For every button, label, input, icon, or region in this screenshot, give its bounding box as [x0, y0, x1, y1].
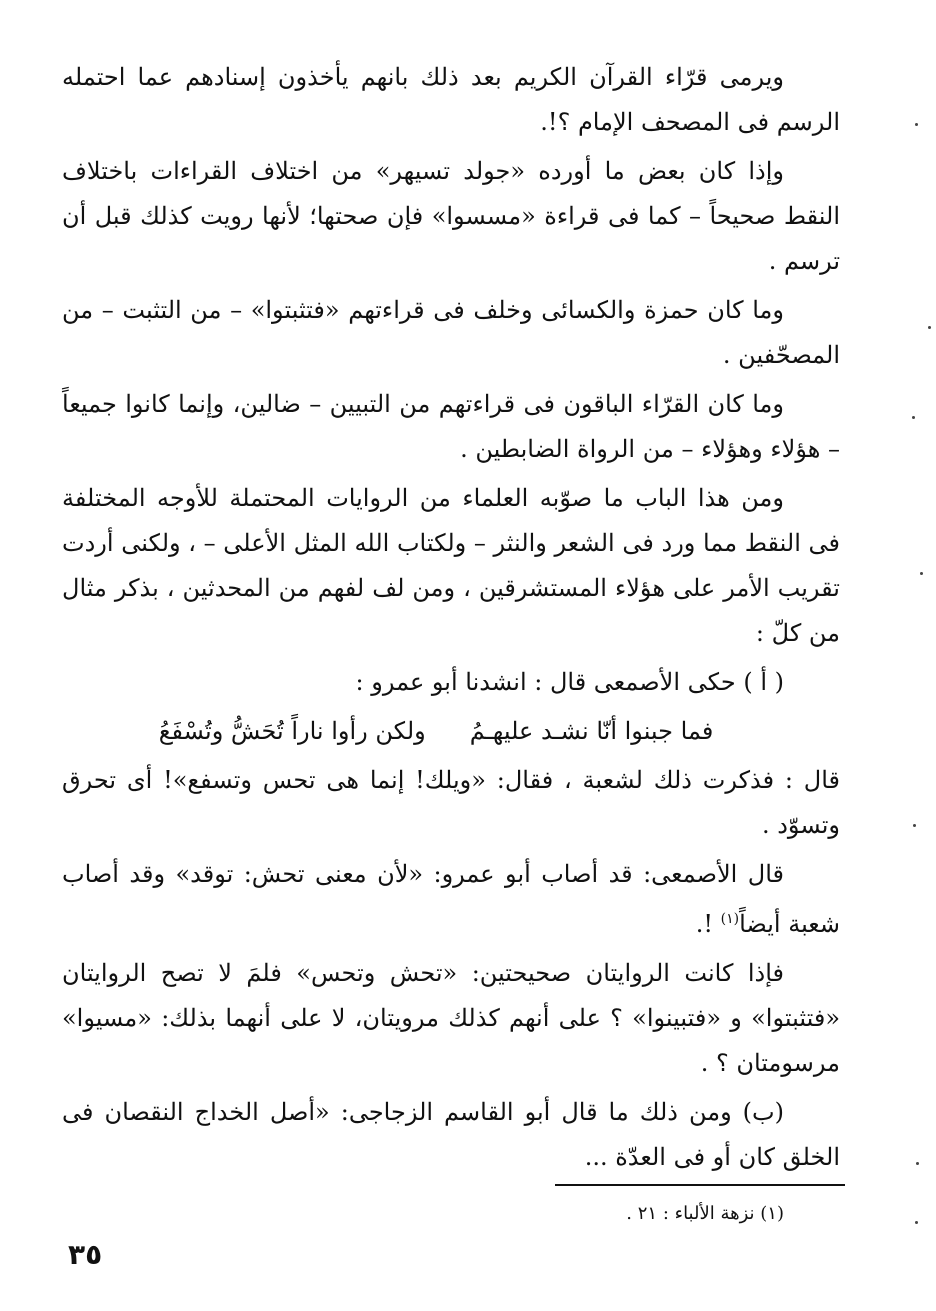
footnote-divider: [555, 1184, 845, 1186]
paragraph-4: وما كان القرّاء الباقون فى قراءتهم من التبيين – ضالين، وإنما كانوا جميعاً – هؤلاء وهؤلاء – من الرواة الضابطين .: [62, 390, 840, 463]
page-body: [62, 55, 840, 1184]
paragraph-5: ومن هذا الباب ما صوّبه العلماء من الروايات المحتملة للأوجه المختلفة فى النقط مما ورد فى الشعر والنثر – ولكتاب الله المثل الأعلى – ، ولكنى أردت تقريب الأمر على هؤلاء المستشرقين ، ومن لف لفهم من المحدثين ، بذكر مثال من كلّ :: [62, 484, 840, 647]
margin-speck: [916, 1162, 919, 1165]
paragraph-10: (ب) ومن ذلك ما قال أبو القاسم الزجاجى: «أصل الخداج النقصان فى الخلق كان أو فى العدّة ...: [62, 1098, 840, 1171]
paragraph-9: فإذا كانت الروايتان صحيحتين: «تحش وتحس» فلمَ لا تصح الروايتان «فتثبتوا» و «فتبينوا» ؟ على أنهم كذلك مرويتان، لا على أنهما بذلك: «مسيوا» مرسومتان ؟ .: [62, 959, 840, 1077]
margin-speck: [915, 123, 918, 126]
paragraph-1: ويرمى قرّاء القرآن الكريم بعد ذلك بانهم يأخذون إسنادهم عما احتمله الرسم فى المصحف الإمام ؟!.: [62, 63, 840, 136]
margin-speck: [915, 1221, 918, 1224]
paragraph-8-text: قال الأصمعى: قد أصاب أبو عمرو: «لأن معنى تحش: توقد» وقد أصاب شعبة أيضاً: [62, 860, 840, 938]
paragraph-2: وإذا كان بعض ما أورده «جولد تسيهر» من اختلاف القراءات باختلاف النقط صحيحاً – كما فى قراءة «مسسوا» فإن صحتها؛ لأنها رويت كذلك قبل أن ترسم .: [62, 157, 840, 275]
margin-speck: [912, 416, 915, 419]
verse-hemistich-1: فما جبنوا أنّا نشـد عليهـمُ: [469, 717, 714, 745]
page-number: ٣٥: [68, 1238, 103, 1271]
paragraph-3: وما كان حمزة والكسائى وخلف فى قراءتهم «فتثبتوا» – من التثبت – من المصحّفين .: [62, 296, 840, 369]
paragraph-6: ( أ ) حكى الأصمعى قال : انشدنا أبو عمرو :: [355, 668, 784, 696]
margin-speck: [913, 824, 916, 827]
margin-speck: [920, 572, 923, 575]
poem-verse: [62, 709, 840, 754]
paragraph-7: قال : فذكرت ذلك لشعبة ، فقال: «ويلك! إنما هى تحس وتسفع»! أى تحرق وتسوّد .: [62, 766, 840, 839]
paragraph-8-tail: !.: [695, 910, 721, 938]
paragraph-8: [62, 852, 840, 947]
footnote-ref: (١): [720, 911, 740, 927]
footnote: (١) نزهة الألباء : ٢١ .: [626, 1203, 784, 1224]
margin-speck: [928, 326, 931, 329]
verse-hemistich-2: ولكن رأوا ناراً تُحَشُّ وتُسْفَعُ: [158, 717, 426, 745]
